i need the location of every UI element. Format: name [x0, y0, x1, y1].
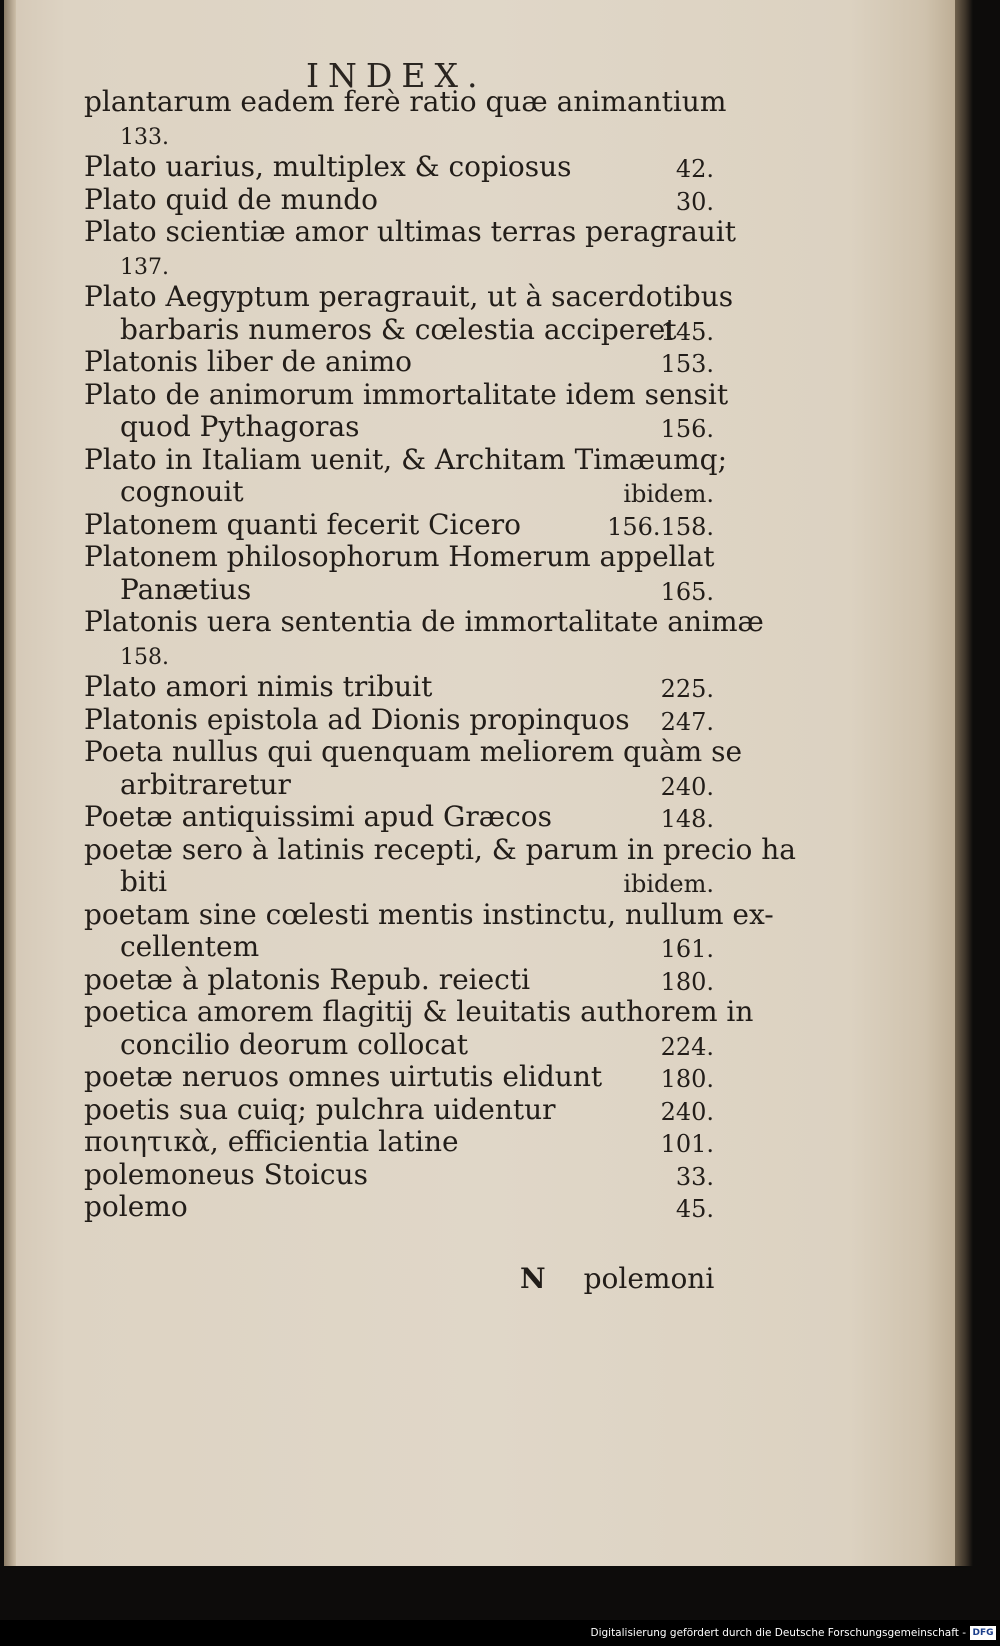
- entry-label: ποιητικὰ, efficientia latine: [84, 1125, 459, 1158]
- entry-page: 45.: [675, 1195, 714, 1223]
- entry-label: Platonis uera sententia de immortalitate animæ: [84, 605, 764, 638]
- entry-continuation: [84, 119, 714, 152]
- entry-label: Plato de animorum immortalitate idem sensit: [84, 377, 729, 411]
- index-entry: [84, 151, 714, 184]
- entry-label: Poeta nullus qui quenquam meliorem quàm se: [84, 735, 743, 768]
- entry-text: [84, 964, 714, 997]
- entry-text: [84, 184, 714, 217]
- entry-text: [84, 442, 728, 477]
- entry-label: poetæ neruos omnes uirtutis elidunt: [84, 1060, 603, 1093]
- entry-text: [84, 1159, 714, 1192]
- entry-label: Platonis epistola ad Dionis propinquos: [84, 702, 630, 736]
- entry-label: barbaris numeros & cœlestia acciperet: [120, 312, 677, 346]
- entry-label: Plato scientiæ amor ultimas terras peragrauit: [84, 215, 736, 248]
- entry-label: poetæ à platonis Repub. reiecti: [84, 962, 531, 996]
- entry-label: Poetæ antiquissimi apud Græcos: [84, 800, 553, 833]
- entry-label: poetica amorem flagitij & leuitatis authorem in: [84, 995, 754, 1028]
- index-entry: [84, 377, 729, 444]
- entry-continuation: [84, 476, 714, 509]
- entry-continuation: [84, 639, 714, 672]
- digitization-credit: Digitalisierung gefördert durch die Deutsche Forschungsgemeinschaft -: [590, 1627, 966, 1639]
- entry-text: [84, 1191, 714, 1224]
- entry-label: Platonem quanti fecerit Cicero: [84, 507, 521, 541]
- entry-text: [84, 280, 734, 314]
- entry-label: biti: [120, 865, 168, 898]
- entry-page: 156.158.: [607, 512, 714, 541]
- entry-text: [84, 541, 714, 574]
- entry-page: 161.: [660, 935, 714, 963]
- index-entry: [84, 1094, 714, 1127]
- signature-mark: N: [520, 1262, 546, 1295]
- bottom-strip: [0, 1566, 1000, 1620]
- entry-page: 156.: [660, 415, 714, 443]
- entry-page: 30.: [675, 187, 714, 216]
- page-header: INDEX.: [306, 56, 487, 95]
- index-entry: [84, 1159, 714, 1192]
- entry-label: Panætius: [120, 572, 252, 606]
- entry-continuation: [84, 866, 714, 899]
- entry-text: [84, 1126, 714, 1159]
- index-entry: [84, 442, 728, 509]
- entry-label: poetæ sero à latinis recepti, & parum in precio ha: [84, 832, 796, 866]
- index-entry: [84, 832, 796, 899]
- entry-page: 137.: [120, 254, 169, 280]
- index-entry: [84, 346, 714, 379]
- index-entry: [84, 735, 743, 801]
- entry-page: 180.: [660, 967, 714, 996]
- entry-page: 158.: [120, 644, 169, 670]
- entry-text: [84, 995, 754, 1029]
- entry-page: 101.: [660, 1130, 714, 1158]
- entry-text: [84, 605, 764, 639]
- entry-page: 240.: [660, 772, 714, 801]
- index-entry: [84, 964, 714, 997]
- index-entry: [84, 85, 727, 151]
- index-entry: [84, 215, 736, 281]
- entry-text: [84, 346, 714, 379]
- entry-page: 153.: [660, 350, 714, 378]
- entry-label: poetis sua cuiq; pulchra uidentur: [84, 1092, 556, 1126]
- entry-label: Plato amori nimis tribuit: [84, 670, 433, 703]
- entry-page: 224.: [660, 1032, 714, 1061]
- entry-label: polemoneus Stoicus: [84, 1157, 368, 1191]
- entry-page: 225.: [660, 675, 714, 703]
- index-entry: [84, 801, 714, 834]
- entry-label: cellentem: [120, 930, 260, 963]
- catchword: polemoni: [583, 1262, 715, 1295]
- entry-label: arbitraretur: [120, 767, 291, 801]
- entry-text: [84, 509, 714, 542]
- entry-text: [84, 1094, 714, 1127]
- entry-label: Plato uarius, multiplex & copiosus: [84, 150, 572, 183]
- entry-label: quod Pythagoras: [120, 410, 360, 443]
- entry-page: 165.: [660, 577, 714, 606]
- page-edge: [955, 0, 973, 1566]
- entry-page: 33.: [675, 1162, 714, 1191]
- index-entry: [84, 605, 764, 671]
- dfg-logo: DFG: [970, 1626, 996, 1640]
- index-entry: [84, 509, 714, 542]
- entry-label: cognouit: [120, 475, 244, 508]
- entry-page: 240.: [660, 1097, 714, 1126]
- entry-label: Plato quid de mundo: [84, 182, 379, 216]
- entry-text: [84, 704, 714, 737]
- index-entry: [84, 995, 754, 1061]
- entry-page: ibidem.: [623, 480, 714, 508]
- entry-text: [84, 801, 714, 834]
- index-entry: [84, 1126, 714, 1159]
- entry-text: [84, 671, 714, 704]
- entry-page: 133.: [120, 124, 169, 150]
- entry-label: Plato Aegyptum peragrauit, ut à sacerdotibus: [84, 280, 734, 313]
- entry-page: 42.: [675, 155, 714, 183]
- entry-text: [84, 85, 727, 119]
- entry-page: 247.: [660, 707, 714, 736]
- entry-label: Plato in Italiam uenit, & Architam Timæumq;: [84, 442, 728, 476]
- entry-text: [84, 151, 714, 184]
- index-entry: [84, 1191, 714, 1224]
- entry-label: plantarum eadem ferè ratio quæ animantium: [84, 85, 727, 118]
- entry-text: [84, 215, 736, 249]
- entry-label: polemo: [84, 1190, 188, 1223]
- entry-text: [84, 1061, 714, 1094]
- entry-continuation: [84, 411, 714, 444]
- index-entry: [84, 541, 714, 606]
- entry-label: concilio deorum collocat: [120, 1027, 469, 1061]
- index-entry: [84, 704, 714, 737]
- entry-continuation: [84, 769, 714, 802]
- entry-label: Platonem philosophorum Homerum appellat: [84, 540, 715, 573]
- entry-text: [84, 832, 796, 867]
- index-entry: [84, 897, 774, 964]
- index-entry: [84, 184, 714, 217]
- entry-label: Platonis liber de animo: [84, 345, 413, 378]
- catchword-line: [520, 1262, 714, 1295]
- entry-continuation: [84, 314, 714, 347]
- entry-text: [84, 377, 729, 412]
- entry-continuation: [84, 1029, 714, 1062]
- entry-label: poetam sine cœlesti mentis instinctu, nullum ex-: [84, 897, 774, 931]
- entry-page: ibidem.: [623, 870, 714, 898]
- entry-continuation: [84, 249, 714, 282]
- entry-page: 180.: [660, 1065, 714, 1093]
- entry-text: [84, 897, 774, 932]
- index-entry: [84, 280, 734, 346]
- entry-continuation: [84, 931, 714, 964]
- entry-page: 148.: [660, 805, 714, 833]
- entry-text: [84, 735, 743, 769]
- index-entry: [84, 1061, 714, 1094]
- index-entry: [84, 671, 714, 704]
- entry-continuation: [84, 574, 714, 607]
- entry-page: 145.: [660, 317, 714, 346]
- index-entries: [84, 85, 796, 1224]
